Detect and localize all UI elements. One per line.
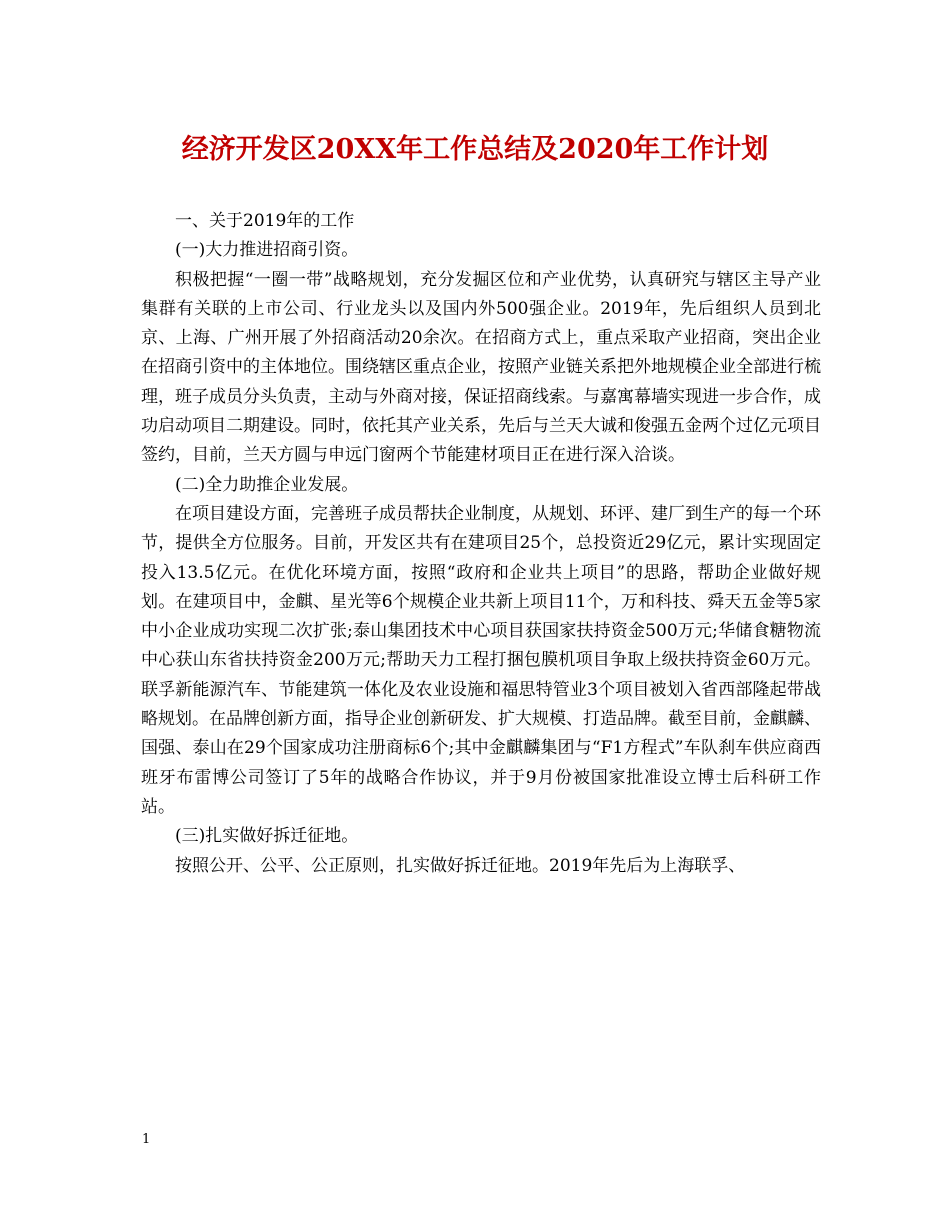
- subsection-heading: (二)全力助推企业发展。: [175, 474, 359, 495]
- subsection-heading: (一)大力推进招商引资。: [175, 240, 359, 261]
- section-heading: 一、关于2019年的工作: [175, 211, 355, 231]
- subsection-heading: (三)扎实做好拆迁征地。: [175, 826, 359, 847]
- body-paragraph: 在项目建设方面，完善班子成员帮扶企业制度，从规划、环评、建厂到生产的每一个环节，提供全方位服务。目前，开发区共有在建项目25个，总投资近29亿元，累计实现固定投入13.5亿元。在优化环境方面，按照“政府和企业共上项目”的思路，帮助企业做好规划。在建项目中，金麒、星光等6个规模企业共新上项目11个，万和科技、舜天五金等5家中小企业成功实现二次扩张;泰山集团技术中心项目获国家扶持资金500万元;华储食糖物流中心获山东省扶持资金200万元;帮助天力工程打捆包膜机项目争取上级扶持资金60万元。联孚新能源汽车、节能建筑一体化及农业设施和福思特管业3个项目被划入省西部隆起带战略规划。在品牌创新方面，指导企业创新研发、扩大规模、打造品牌。截至目前，金麒麟、国强、泰山在29个国家成功注册商标6个;其中金麒麟集团与“F1方程式”车队刹车供应商西班牙布雷博公司签订了5年的战略合作协议，并于9月份被国家批准设立博士后科研工作站。: [141, 503, 821, 817]
- document-title: 经济开发区20XX年工作总结及2020年工作计划: [181, 134, 769, 165]
- document-body: [141, 207, 821, 881]
- page-number: 1: [142, 1132, 151, 1147]
- body-paragraph: 积极把握“一圈一带”战略规划，充分发掘区位和产业优势，认真研究与辖区主导产业集群有关联的上市公司、行业龙头以及国内外500强企业。2019年，先后组织人员到北京、上海、广州开展了外招商活动20余次。在招商方式上，重点采取产业招商，突出企业在招商引资中的主体地位。围绕辖区重点企业，按照产业链关系把外地规模企业全部进行梳理，班子成员分头负责，主动与外商对接，保证招商线索。与嘉寓幕墙实现进一步合作，成功启动项目二期建设。同时，依托其产业关系，先后与兰天大诚和俊强五金两个过亿元项目签约，目前，兰天方圆与申远门窗两个节能建材项目正在进行深入洽谈。: [141, 269, 821, 466]
- body-paragraph: 按照公开、公平、公正原则，扎实做好拆迁征地。2019年先后为上海联孚、: [175, 855, 746, 876]
